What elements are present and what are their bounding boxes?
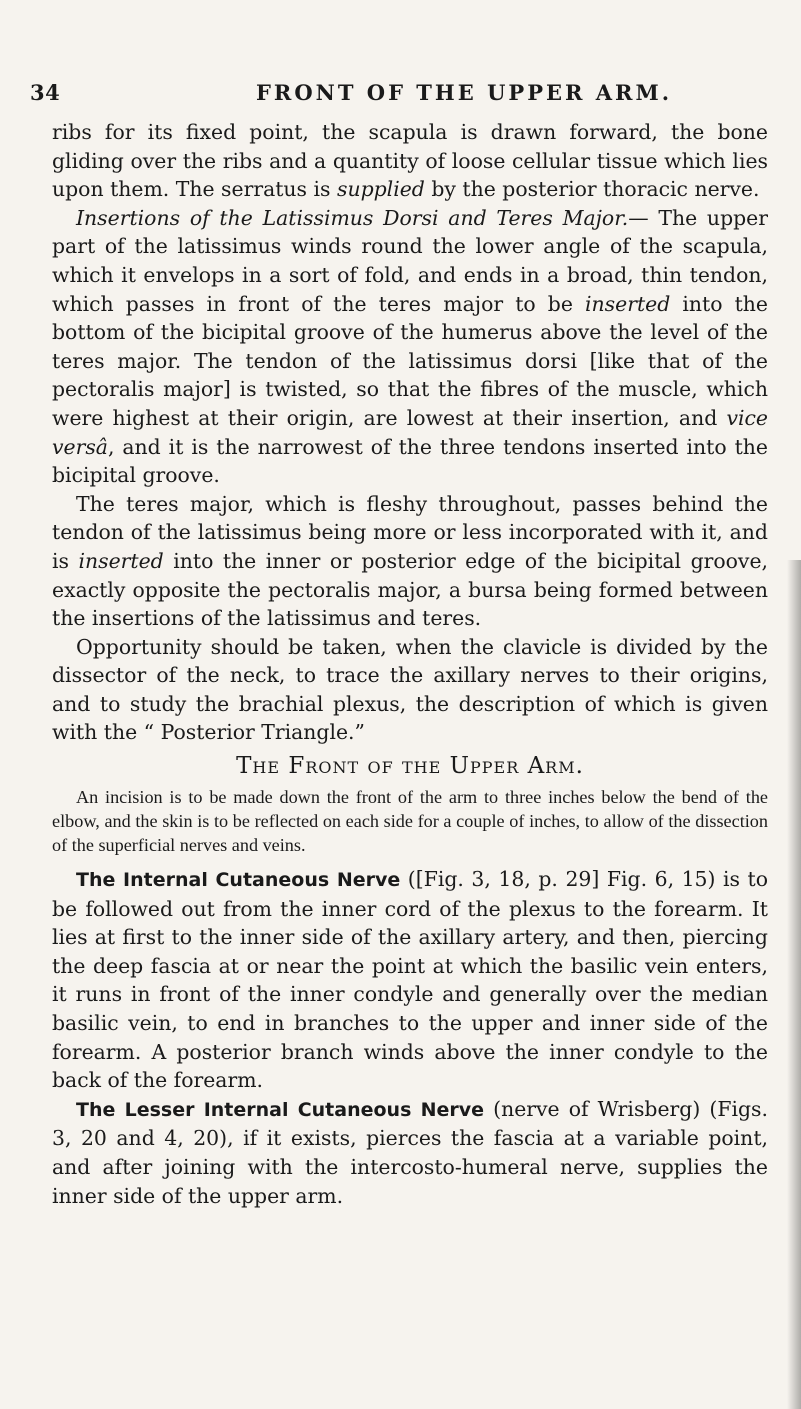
section-heading: The Front of the Upper Arm. xyxy=(236,753,584,780)
nerve-heading: The Internal Cutaneous Nerve xyxy=(76,869,401,892)
italic-term: inserted xyxy=(78,548,164,573)
italic-term: vice versâ xyxy=(52,405,768,459)
italic-term: inserted xyxy=(585,291,671,316)
text-run: — The upper part of the latissimus winds round the lower angle of the scapula, which it envelops in a sort of fold, and ends in a broad, thin tendon, which passes in front of the teres major to be xyxy=(52,205,768,316)
paragraph-lesser-internal-cutaneous xyxy=(52,1095,768,1210)
paragraph-opportunity: Opportunity should be taken, when the clavicle is divided by the dissector of the neck, to trace the axillary nerves to their origins, and to study the brachial plexus, the description of which is given with the “ Posterior Triangle.” xyxy=(52,634,768,745)
text-run: into the inner or posterior edge of the bicipital groove, exactly opposite the pectoralis major, a bursa being formed between the insertions of the latissimus and teres. xyxy=(52,548,768,631)
paragraph-teres-major xyxy=(52,490,768,633)
text-run: into the bottom of the bicipital groove of the humerus above the level of the teres major. The tendon of the latissimus dorsi [like that of the pectoralis major] is twisted, so that the fibres of the muscle, which were highest at their origin, are lowest at their insertion, and xyxy=(52,291,768,430)
paragraph-incision: An incision is to be made down the front of the arm to three inches below the bend of the elbow, and the skin is to be reflected on each side for a couple of inches, to allow of the dissection of the superficial nerves and veins. xyxy=(52,787,768,856)
text-run: ([Fig. 3, 18, p. 29] Fig. 6, 15) is to be followed out from the inner cord of the plexus to the forearm. It lies at first to the inner side of the axillary artery, and then, piercing the deep fascia at or near the point at which the basilic vein enters, it runs in front of the inner condyle and generally over the median basilic vein, to end in branches to the upper and inner side of the forearm. A posterior branch winds above the inner condyle to the back of the forearm. xyxy=(52,867,768,1093)
paragraph-serratus-end xyxy=(52,118,768,204)
body-text xyxy=(52,118,768,1210)
page-number: 34 xyxy=(30,80,61,105)
subheading-insertions: Insertions of the Latissimus Dorsi and Teres Major. xyxy=(76,205,629,230)
text-run: , and it is the narrowest of the three tendons inserted into the bicipital groove. xyxy=(52,434,768,488)
paragraph-internal-cutaneous xyxy=(52,865,768,1095)
italic-term: supplied xyxy=(336,177,425,202)
text-run: by the posterior thoracic nerve. xyxy=(424,177,760,202)
nerve-heading: The Lesser Internal Cutaneous Nerve xyxy=(76,1098,485,1121)
text-run: (nerve of Wrisberg) (Figs. 3, 20 and 4, 20), if it exists, pierces the fascia at a variable point, and after joining with the intercosto-humeral nerve, supplies the inner side of the upper arm. xyxy=(52,1096,768,1208)
text-run: ribs for its fixed point, the scapula is drawn forward, the bone gliding over the ribs and a quantity of loose cellular tissue which lies upon them. The serratus is xyxy=(52,120,768,202)
text-run: The teres major, which is fleshy throughout, passes behind the tendon of the latissimus being more or less incorporated with it, and is xyxy=(52,491,768,573)
paragraph-insertions xyxy=(52,204,768,490)
page-edge-shadow xyxy=(787,560,801,1409)
running-title: FRONT OF THE UPPER ARM. xyxy=(256,80,673,105)
